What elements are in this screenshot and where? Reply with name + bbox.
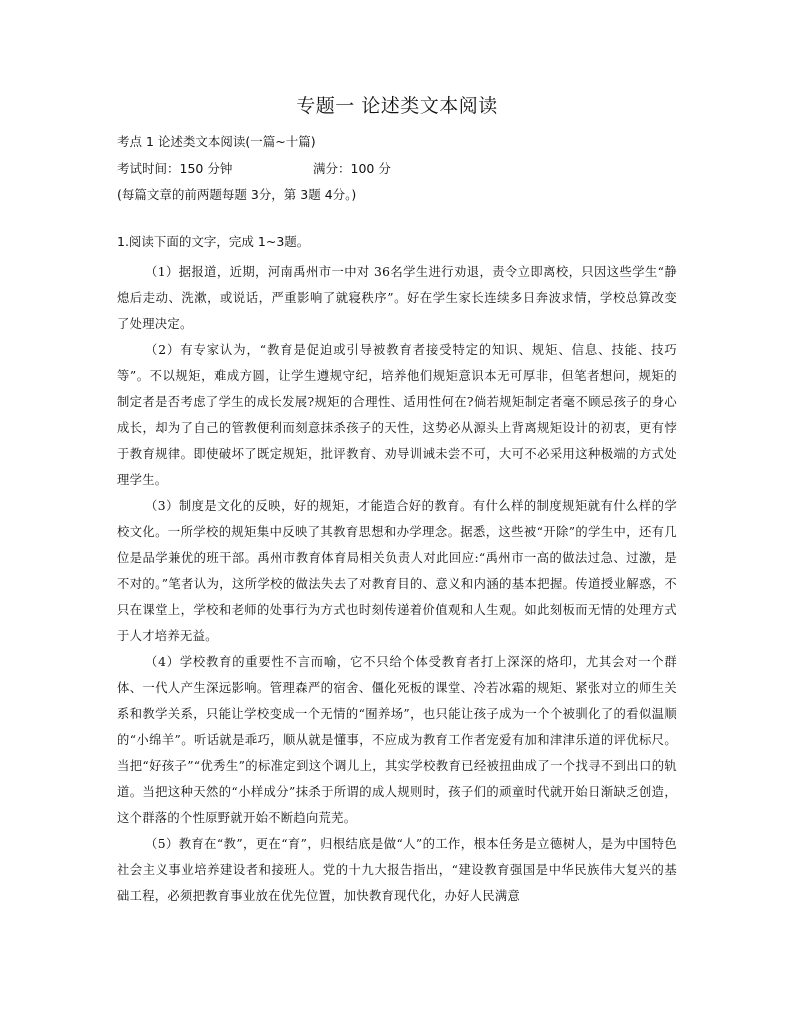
paragraph-5: （5）教育在“教”，更在“育”，归根结底是做“人”的工作，根本任务是立德树人，是为中国特色社会主义事业培养建设者和接班人。党的十九大报告指出，“建设教育强国是中华民族伟大复兴的基础工程，必须把教育事业放在优先位置，加快教育现代化，办好人民满意 bbox=[117, 837, 677, 903]
paragraph-2: （2）有专家认为，“教育是促迫或引导被教育者接受特定的知识、规矩、信息、技能、技巧等”。不以规矩，难成方圆，让学生遵规守纪，培养他们规矩意识本无可厚非，但笔者想问，规矩的制定者是否考虑了学生的成长发展?规矩的合理性、适用性何在?倘若规矩制定者毫不顾忌孩子的身心成长，却为了自己的管教便利而刻意抹杀孩子的天性，这势必从源头上背离规矩设计的初衷，更有悖于教育规律。即使破坏了既定规矩，批评教育、劝导训诫未尝不可，大可不必采用这种极端的方式处理学生。 bbox=[117, 343, 677, 487]
paragraph-4: （4）学校教育的重要性不言而喻，它不只给个体受教育者打上深深的烙印，尤其会对一个群体、一代人产生深远影响。管理森严的宿舍、僵化死板的课堂、冷若冰霜的规矩、紧张对立的师生关系和教学关系，只能让学校变成一个无情的“囿养场”，也只能让孩子成为一个个被驯化了的看似温顺的“小绵羊”。听话就是乖巧，顺从就是懂事，不应成为教育工作者宠爱有加和津津乐道的评优标尺。当把“好孩子”“优秀生”的标准定到这个调儿上，其实学校教育已经被扭曲成了一个找寻不到出口的轨道。当把这种天然的“小样成分”抹杀于所谓的成人规则时，孩子们的顽童时代就开始日渐缺乏创造，这个群落的个性原野就开始不断趋向荒芜。 bbox=[117, 655, 677, 825]
exam-time-score-line bbox=[117, 160, 391, 178]
paragraph-1: （1）据报道，近期，河南禹州市一中对 36名学生进行劝退，责令立即离校，只因这些学生“静熄后走动、洗漱，或说话，严重影响了就寝秩序”。好在学生家长连续多日奔波求情，学校总算改变了处理决定。 bbox=[117, 265, 677, 331]
exam-topic-line: 考点 1 论述类文本阅读(一篇~十篇) bbox=[117, 134, 316, 149]
page-title: 专题一 论述类文本阅读 bbox=[296, 95, 498, 117]
exam-full-score: 满分：100 分 bbox=[313, 161, 391, 176]
paragraph-3: （3）制度是文化的反映，好的规矩，才能造合好的教育。有什么样的制度规矩就有什么样的学校文化。一所学校的规矩集中反映了其教育思想和办学理念。据悉，这些被“开除”的学生中，还有几位是品学兼优的班干部。禹州市教育体育局相关负责人对此回应:“禹州市一高的做法过急、过激，是不对的。”笔者认为，这所学校的做法失去了对教育目的、意义和内涵的基本把握。传道授业解惑，不只在课堂上，学校和老师的处事行为方式也时刻传递着价值观和人生观。如此刻板而无情的处理方式于人才培养无益。 bbox=[117, 499, 677, 643]
question-heading: 1.阅读下面的文字，完成 1~3题。 bbox=[117, 234, 310, 249]
scoring-note: (每篇文章的前两题每题 3分，第 3题 4分。) bbox=[117, 187, 357, 202]
reading-passage bbox=[117, 259, 677, 909]
exam-time: 考试时间：150 分钟 bbox=[117, 161, 233, 176]
